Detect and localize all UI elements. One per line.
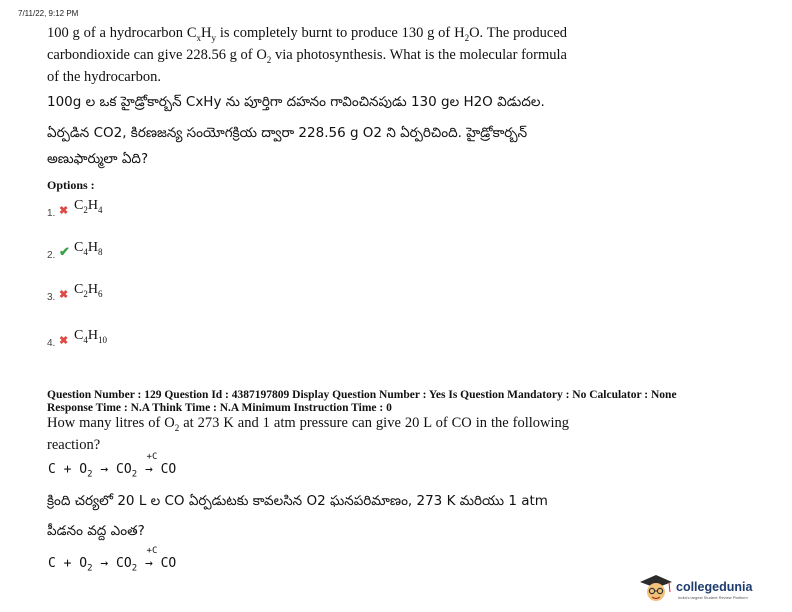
reaction-equation-1: $C + O_2 \to CO_2$ +C → CO: [48, 452, 177, 480]
question-1-telugu-line-1: 100g ల ఒక హైడ్రోకార్బన్ CxHy ను పూర్తిగా దహనం గావించినపుడు 130 gల H2O విడుదల.: [47, 94, 545, 110]
catalyst-label: +C: [146, 452, 158, 462]
wrong-mark-icon: ✖: [59, 289, 69, 301]
reaction-equation-2: $C + O_2 \to CO_2$ +C → CO: [48, 546, 177, 574]
option-number: 4.: [47, 338, 56, 349]
question-meta: [47, 389, 747, 415]
question-2-telugu-line-1: క్రింది చర్యలో 20 L ల CO ఏర్పడుటకు కావలసిన O2 ఘనపరిమాణం, 273 K మరియు 1 atm: [47, 493, 548, 509]
question-meta-line-1: Question Number : 129 Question Id : 4387197809 Display Question Number : Yes Is Question Mandatory : No Calculator : None: [47, 389, 677, 401]
collegedunia-logo: [636, 572, 786, 606]
correct-check-icon: ✔: [59, 244, 70, 259]
wrong-mark-icon: ✖: [59, 335, 69, 347]
graduate-icon: [636, 572, 676, 606]
catalyst-label: +C: [146, 546, 158, 556]
question-2-english: How many litres of $O_2$ at 273 K and 1 atm pressure can give 20 L of CO in the following reaction?: [47, 415, 570, 453]
option-number: 3.: [47, 292, 56, 303]
logo-tagline: India's largest Student Review Platform: [678, 595, 748, 600]
question-2-telugu-line-2: పీడనం వద్ద ఎంత?: [47, 523, 145, 539]
wrong-mark-icon: ✖: [59, 205, 69, 217]
option-3-formula: $C_2H_6$: [74, 282, 103, 299]
question-meta-line-2: Response Time : N.A Think Time : N.A Minimum Instruction Time : 0: [47, 402, 392, 414]
question-1-telugu-line-3: అణుఫార్ములా ఏది?: [47, 151, 149, 167]
option-number: 2.: [47, 250, 56, 261]
options-label: Options :: [47, 178, 95, 192]
option-2-formula: $C_4H_8$: [74, 240, 103, 257]
logo-text: collegedunia: [676, 580, 753, 594]
print-timestamp: 7/11/22, 9:12 PM: [18, 9, 79, 18]
option-4-formula: $C_4H_{10}$: [74, 328, 107, 345]
option-1-formula: $C_2H_4$: [74, 198, 103, 215]
option-number: 1.: [47, 208, 56, 219]
question-1-english: 100 g of a hydrocarbon $C_xH_y$ is completely burnt to produce 130 g of $H_2O$. The produced carbondioxide can give 228.56 g of $O_2$ via photosynthesis. What is the molecular formula of the hydrocarbon.: [47, 25, 568, 85]
question-1-telugu-line-2: ఏర్పడిన CO2, కిరణజన్య సంయోగక్రియ ద్వారా 228.56 g O2 ని ఏర్పరిచింది. హైడ్రోకార్బన్: [47, 125, 528, 141]
